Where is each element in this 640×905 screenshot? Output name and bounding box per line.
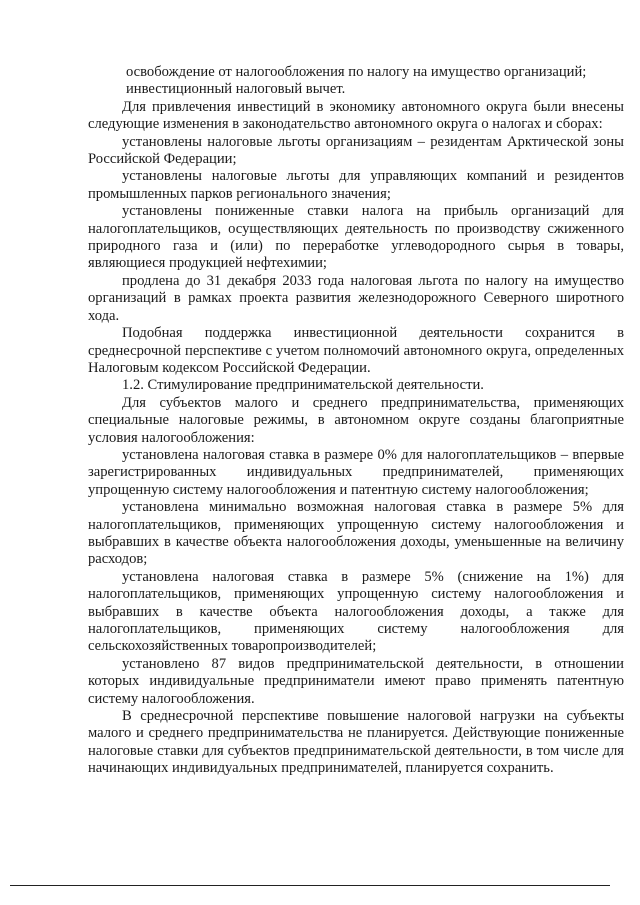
paragraph: инвестиционный налоговый вычет.: [126, 81, 346, 98]
paragraph: установлены налоговые льготы для управляющих компаний и резидентов промышленных парков регионального значения;: [88, 168, 624, 202]
paragraph: В среднесрочной перспективе повышение налоговой нагрузки на субъекты малого и среднего предпринимательства не планируется. Действующие пониженные налоговые ставки для субъектов предпринимательской деятельности, в том числе для начинающих индивидуальных предпринимателей, планируется сохранить.: [88, 708, 624, 777]
page-bottom-rule: [10, 885, 610, 886]
paragraph: установлены пониженные ставки налога на прибыль организаций для налогоплательщиков, осуществляющих деятельность по производству сжиженного природного газа и (или) по переработке углеводородного сырья в товары, являющиеся продукцией нефтехимии;: [88, 203, 624, 272]
paragraph: Подобная поддержка инвестиционной деятельности сохранится в среднесрочной перспективе с учетом полномочий автономного округа, определенных Налоговым кодексом Российской Федерации.: [88, 325, 624, 376]
paragraph: установлена налоговая ставка в размере 5% (снижение на 1%) для налогоплательщиков, применяющих упрощенную систему налогообложения и выбравших в качестве объекта налогообложения доходы, а также для налогоплательщиков, применяющих систему налогообложения для сельскохозяйственных товаропроизводителей;: [88, 568, 624, 655]
paragraph: Для субъектов малого и среднего предпринимательства, применяющих специальные налоговые режимы, в автономном округе созданы благоприятные условия налогообложения:: [88, 394, 624, 446]
paragraph: установлено 87 видов предпринимательской деятельности, в отношении которых индивидуальные предприниматели имеют право применять патентную систему налогообложения.: [88, 655, 624, 707]
document-page: [88, 64, 624, 778]
paragraph: Для привлечения инвестиций в экономику автономного округа были внесены следующие изменения в законодательство автономного округа о налогах и сборах:: [88, 98, 624, 133]
paragraph: продлена до 31 декабря 2033 года налоговая льгота по налогу на имущество организаций в рамках проекта развития железнодорожного Северного широтного хода.: [88, 272, 624, 324]
section-heading: 1.2. Стимулирование предпринимательской деятельности.: [122, 377, 484, 394]
paragraph: установлена минимально возможная налоговая ставка в размере 5% для налогоплательщиков, применяющих упрощенную систему налогообложения и выбравших в качестве объекта налогообложения доходы, уменьшенные на величину расходов;: [88, 499, 624, 568]
paragraph: освобождение от налогообложения по налогу на имущество организаций;: [126, 64, 587, 80]
paragraph: установлены налоговые льготы организациям – резидентам Арктической зоны Российской Федерации;: [88, 133, 624, 168]
paragraph: установлена налоговая ставка в размере 0% для налогоплательщиков – впервые зарегистрированных индивидуальных предпринимателей, применяющих упрощенную систему налогообложения и патентную систему налогообложения;: [88, 446, 624, 498]
